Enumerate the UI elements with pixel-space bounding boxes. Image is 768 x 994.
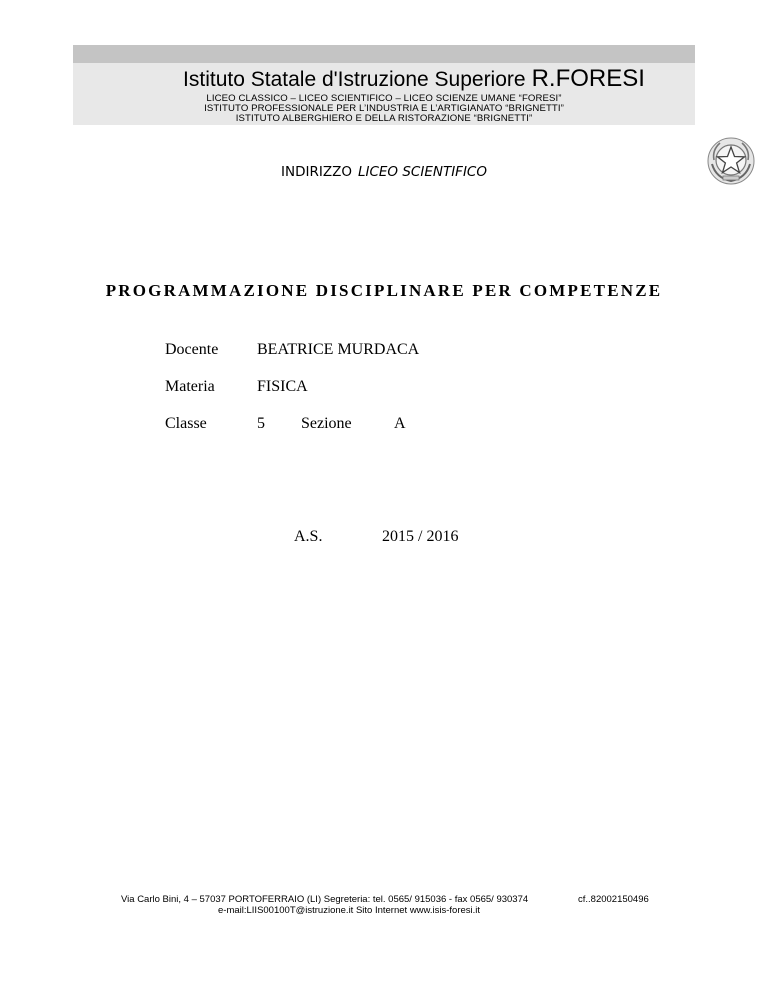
classe-label: Classe	[165, 415, 207, 432]
indirizzo-value: LICEO SCIENTIFICO	[357, 164, 487, 180]
school-header	[73, 63, 695, 125]
footer-contacts: e-mail:LIIS00100T@istruzione.it Sito Internet www.isis-foresi.it	[218, 905, 481, 916]
indirizzo-label: INDIRIZZO	[281, 164, 352, 180]
docente-value: BEATRICE MURDACA	[257, 341, 420, 358]
footer-address: Via Carlo Bini, 4 – 57037 PORTOFERRAIO (LI) Segreteria: tel. 0565/ 915036 - fax 0565/ 930374	[121, 894, 529, 905]
document-title: PROGRAMMAZIONE DISCIPLINARE PER COMPETENZE	[105, 281, 663, 300]
school-line-1: LICEO CLASSICO – LICEO SCIENTIFICO – LICEO SCIENZE UMANE “FORESI”	[206, 93, 562, 104]
school-line-2: ISTITUTO PROFESSIONALE PER L’INDUSTRIA E L’ARTIGIANATO “BRIGNETTI”	[204, 103, 564, 114]
sezione-label: Sezione	[301, 415, 352, 432]
header-top-bar	[73, 45, 695, 63]
indirizzo	[0, 164, 768, 180]
classe-value: 5	[257, 415, 265, 432]
school-name-text: Istituto Statale d'Istruzione Superiore	[183, 68, 526, 91]
anno-scolastico-label: A.S.	[294, 528, 323, 545]
materia-label: Materia	[165, 378, 215, 395]
anno-scolastico-value: 2015 / 2016	[382, 528, 459, 545]
docente-label: Docente	[165, 341, 219, 358]
footer-cf: cf..82002150496	[578, 894, 649, 905]
materia-value: FISICA	[257, 378, 308, 395]
school-name	[73, 65, 695, 93]
school-line-3: ISTITUTO ALBERGHIERO E DELLA RISTORAZIONE “BRIGNETTI”	[235, 113, 533, 124]
sezione-value: A	[394, 415, 406, 432]
school-name-short: R.FORESI	[531, 65, 645, 92]
